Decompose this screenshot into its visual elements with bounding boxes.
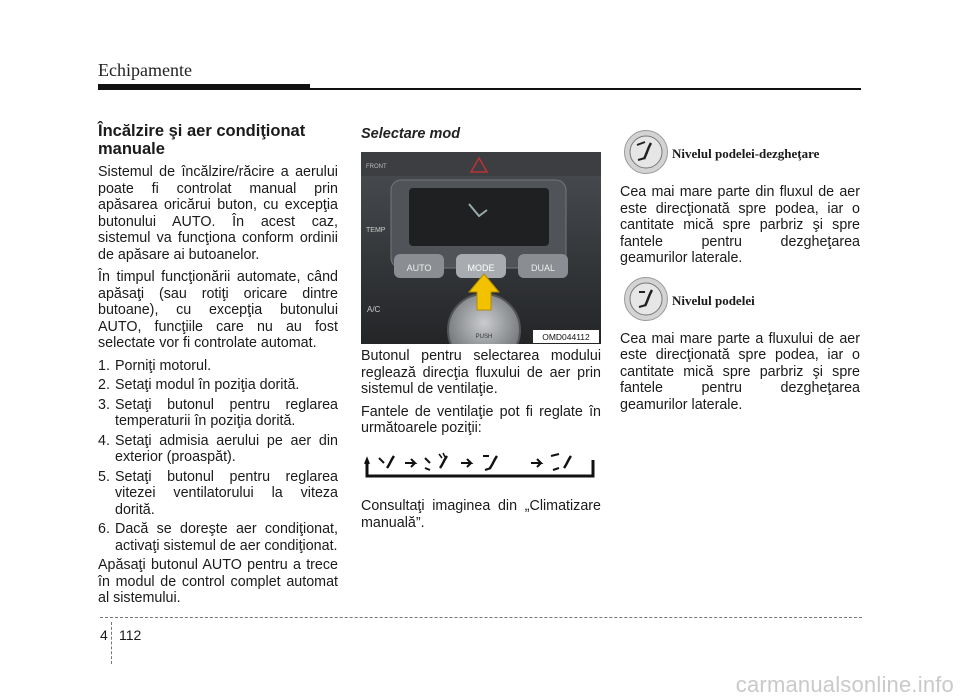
temp-label: TEMP xyxy=(366,227,386,234)
list-item: 1. Porniţi motorul. xyxy=(98,357,212,374)
arrow-icon xyxy=(531,459,541,467)
footer-rule xyxy=(100,617,862,618)
mode-description: Cea mai mare parte a fluxului de aer este direcţionată spre podea, iar o cantitate mică spre parbriz şi spre fantele pentru dezgheţarea geamurilor laterale. xyxy=(620,330,860,413)
floor-mode-icon xyxy=(483,456,497,470)
mode-description: Butonul pentru selectarea modului reglează direcţia fluxului de aer prin sistemul de ventilaţie. xyxy=(361,348,601,397)
column-3 xyxy=(620,126,860,419)
auto-button: AUTO xyxy=(406,263,432,273)
list-item: 6. Dacă se doreşte aer condiţionat, activaţi sistemul de aer condiţionat. xyxy=(98,521,338,554)
closing-paragraph: Apăsaţi butonul AUTO pentru a trece în modul de control complet automat al sistemului. xyxy=(98,557,338,606)
column-2-text xyxy=(361,348,601,443)
ac-label: A/C xyxy=(367,305,381,314)
mode-title: Nivelul podelei-dezgheţare xyxy=(672,146,820,161)
list-item: 5. Setaţi butonul pentru reglarea vitezei ventilatorului la viteza dorită. xyxy=(98,468,338,518)
vent-positions-text: Fantele de ventilaţie pot fi reglate în următoarele poziţii: xyxy=(361,403,601,436)
list-item: 2. Setaţi modul în poziţia dorită. xyxy=(98,377,300,393)
steps-list xyxy=(98,358,338,555)
header-rule xyxy=(98,88,861,90)
arrow-icon xyxy=(461,459,471,467)
bi-level-mode-icon xyxy=(425,453,447,470)
mode-sequence-diagram xyxy=(361,450,601,490)
page-number: 112 xyxy=(119,627,142,643)
dual-button: DUAL xyxy=(530,263,556,273)
column-2-reference xyxy=(361,498,601,537)
arrow-icon xyxy=(405,459,415,467)
mode-button: MODE xyxy=(467,263,495,273)
section-number: 4 xyxy=(100,627,108,643)
list-item: 3. Setaţi butonul pentru reglarea temperaturii în poziţia dorită. xyxy=(98,396,338,429)
list-item: 4. Setaţi admisia aerului pe aer din exterior (proaspăt). xyxy=(98,432,338,465)
footer-divider xyxy=(111,622,112,664)
figure-code: OMD044112 xyxy=(542,332,590,342)
floor-defrost-mode-icon xyxy=(551,454,571,470)
watermark: carmanualsonline.info xyxy=(735,672,954,697)
mode-heading-floor-defrost xyxy=(620,126,860,178)
intro-paragraph: Sistemul de încălzire/răcire a aerului poate fi controlat manual prin apăsarea oricărui buton, cu excepţia butonului AUTO. În acest caz, sistemul va funcţiona conform ordinii de apăsare ai butoanelor. xyxy=(98,164,338,263)
floor-defrost-icon xyxy=(624,130,668,174)
section-heading: Încălzire şi aer condiţionat manuale xyxy=(98,122,306,158)
floor-icon xyxy=(624,277,668,321)
face-mode-icon xyxy=(379,456,394,468)
column-1 xyxy=(98,164,338,613)
mode-heading-floor xyxy=(620,273,860,325)
mode-description: Cea mai mare parte din fluxul de aer este direcţionată spre podea, iar o cantitate mică spre parbriz şi spre fantele pentru dezgheţarea geamurilor laterale. xyxy=(620,184,860,266)
subsection-heading: Selectare mod xyxy=(361,126,461,142)
push-label: PUSH xyxy=(475,334,493,340)
chapter-title: Echipamente xyxy=(98,60,192,80)
climate-panel-photo xyxy=(361,152,601,344)
reference-text: Consultaţi imaginea din „Climatizare manuală”. xyxy=(361,498,601,531)
front-label: FRONT xyxy=(366,164,387,170)
mode-title: Nivelul podelei xyxy=(672,292,755,308)
automatic-paragraph: În timpul funcţionării automate, când apăsaţi (sau rotiţi oricare dintre butoane), cu excepţia butonului AUTO, funcţiile care nu au fost selectate vor fi controlate automat. xyxy=(98,269,338,351)
